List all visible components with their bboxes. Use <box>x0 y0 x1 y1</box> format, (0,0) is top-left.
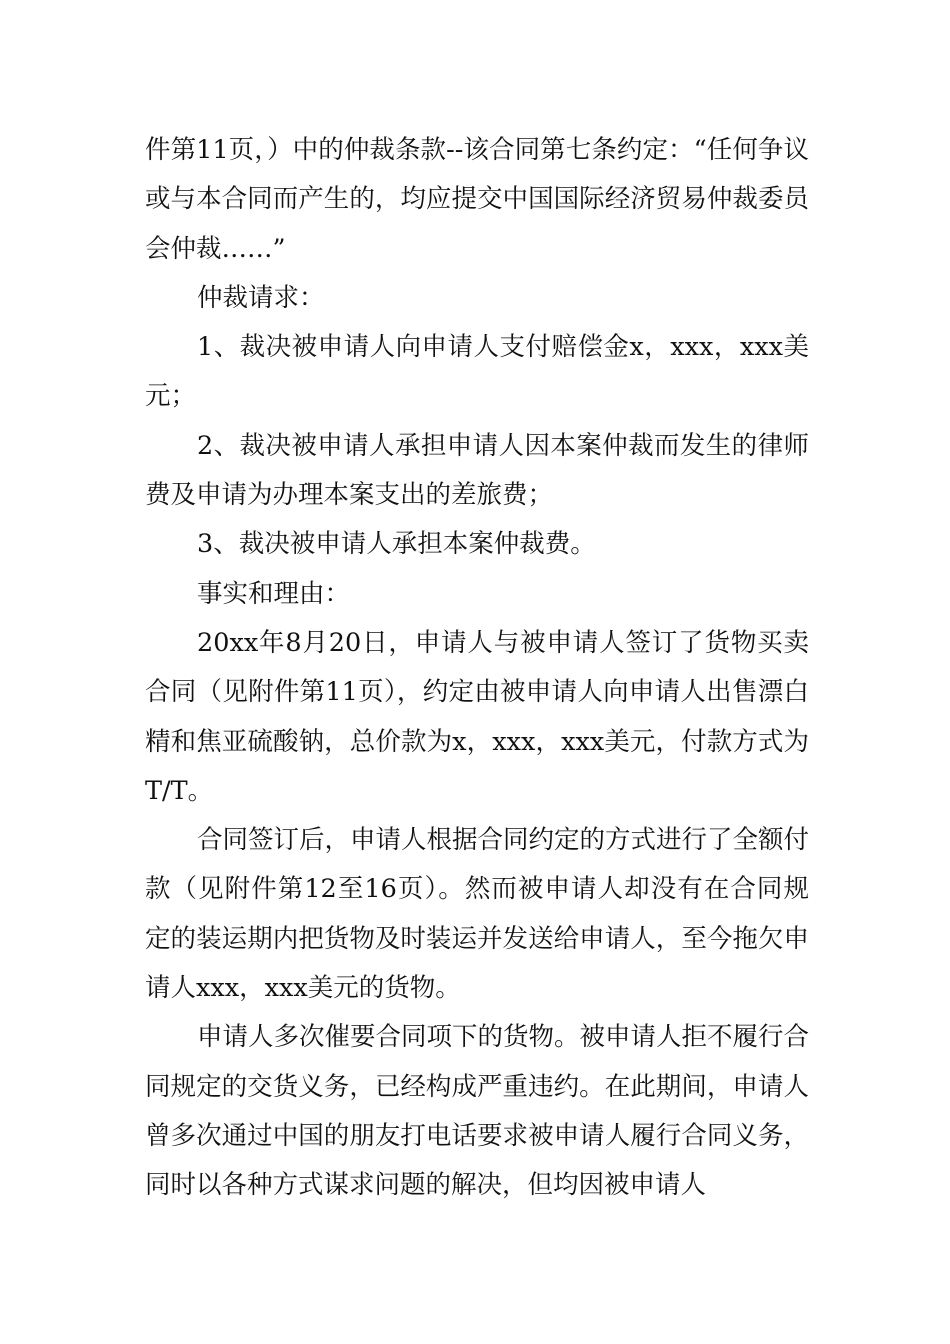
paragraph-breach: 申请人多次催要合同项下的货物。被申请人拒不履行合同规定的交货义务，已经构成严重违约。在此期间，申请人曾多次通过中国的朋友打电话要求被申请人履行合同义务，同时以各种方式谋求问题的解决，但均因被申请人 <box>145 1022 810 1201</box>
paragraph-arbitration-clause: 件第11页，）中的仲裁条款--该合同第七条约定：“任何争议或与本合同而产生的，均应提交中国国际经济贸易仲裁委员会仲裁……” <box>145 135 809 264</box>
claim-item-2: 2、裁决被申请人承担申请人因本案仲裁而发生的律师费及申请为办理本案支出的差旅费； <box>145 430 809 511</box>
document-body <box>145 126 809 1211</box>
claim-item-1: 1、裁决被申请人向申请人支付赔偿金x，xxx，xxx美元； <box>145 332 809 412</box>
heading-facts-and-reasons: 事实和理由： <box>197 578 351 609</box>
paragraph-payment: 合同签订后，申请人根据合同约定的方式进行了全额付款（见附件第12至16页）。然而被申请人却没有在合同规定的装运期内把货物及时装运并发送给申请人，至今拖欠申请人xxx，xxx美元的货物。 <box>145 825 810 1004</box>
paragraph-contract-signing: 20xx年8月20日，申请人与被申请人签订了货物买卖合同（见附件第11页），约定由被申请人向申请人出售漂白精和焦亚硫酸钠，总价款为x，xxx，xxx美元，付款方式为T/T。 <box>145 627 809 806</box>
heading-arbitration-claims: 仲裁请求： <box>197 282 325 313</box>
claim-item-3: 3、裁决被申请人承担本案仲裁费。 <box>197 529 596 560</box>
